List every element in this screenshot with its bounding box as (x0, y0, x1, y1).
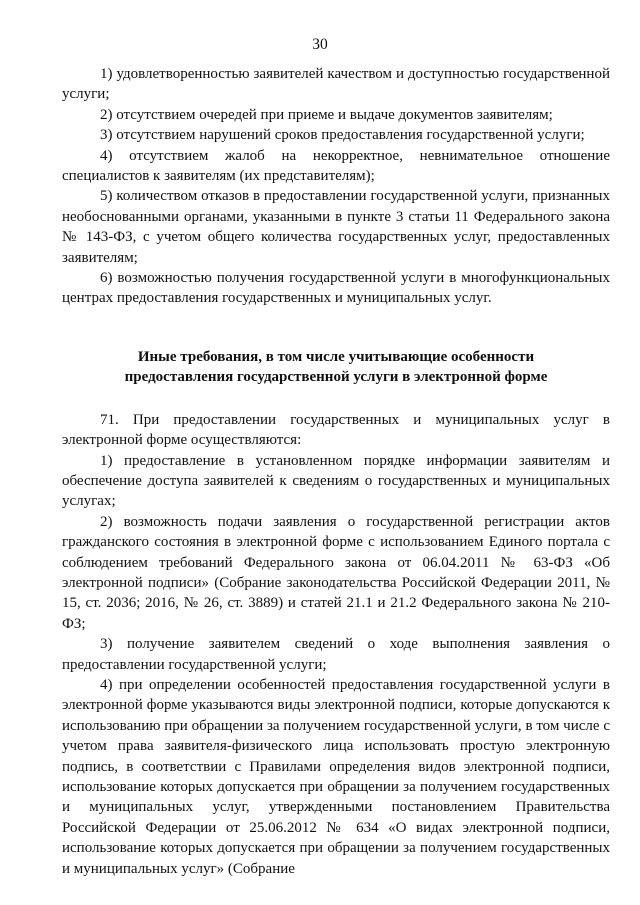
list-item: 2) отсутствием очередей при приеме и выдаче документов заявителям; (100, 106, 553, 123)
clause-71-intro: 71. При предоставлении государственных и муниципальных услуг в электронной форме осуществляются: (62, 411, 610, 449)
section-title-line: предоставления государственной услуги в электронной форме (124, 369, 548, 386)
list-item: 2) возможность подачи заявления о государственной регистрации актов гражданского состояния в электронной форме с использованием Единого портала с соблюдением требований Федерального закона от 06.04.2011 № 63-ФЗ «Об электронной подписи» (Собрание законодательства Российской Федерации 2011, № 15, ст. 2036; 2016, № 26, ст. 3889) и статей 21.1 и 21.2 Федерального закона № 210-ФЗ; (62, 513, 610, 632)
list-item: 3) получение заявителем сведений о ходе выполнения заявления о предоставлении государственной услуги; (62, 636, 610, 673)
list-item: 3) отсутствием нарушений сроков предоставления государственной услуги; (100, 127, 585, 144)
list-item: 1) удовлетворенностью заявителей качеством и доступностью государственной услуги; (62, 66, 610, 103)
list-item: 5) количеством отказов в предоставлении государственной услуги, признанных необоснованными органами, указанными в пункте 3 статьи 11 Федерального закона № 143-ФЗ, с учетом общего количества государственных услуг, предоставленных заявителям; (62, 188, 610, 266)
section-title (62, 347, 610, 388)
list-item: 6) возможностью получения государственной услуги в многофункциональных центрах предоставления государственных и муниципальных услуг. (62, 270, 610, 307)
page-number: 30 (312, 36, 328, 53)
list-item: 4) при определении особенностей предоставления государственной услуги в электронной форме указываются виды электронной подписи, которые допускаются к использованию при обращении за получением государственной услуги, в том числе с учетом права заявителя-физического лица использовать простую электронную подпись, в соответствии с Правилами определения видов электронной подписи, использование которых допускается при обращении за получением государственных и муниципальных услуг, утвержденными постановлением Правительства Российской Федерации от 25.06.2012 № 634 «О видах электронной подписи, использование которых допускается при обращении за получением государственных и муниципальных услуг» (Собрание (62, 676, 610, 877)
document-body (62, 64, 610, 879)
list-item: 4) отсутствием жалоб на некорректное, невнимательное отношение специалистов к заявителям (их представителям); (62, 147, 610, 185)
list-item: 1) предоставление в установленном порядке информации заявителям и обеспечение доступа заявителей к сведениям о государственных и муниципальных услугах; (62, 452, 610, 510)
section-title-line: Иные требования, в том числе учитывающие особенности (137, 348, 535, 365)
